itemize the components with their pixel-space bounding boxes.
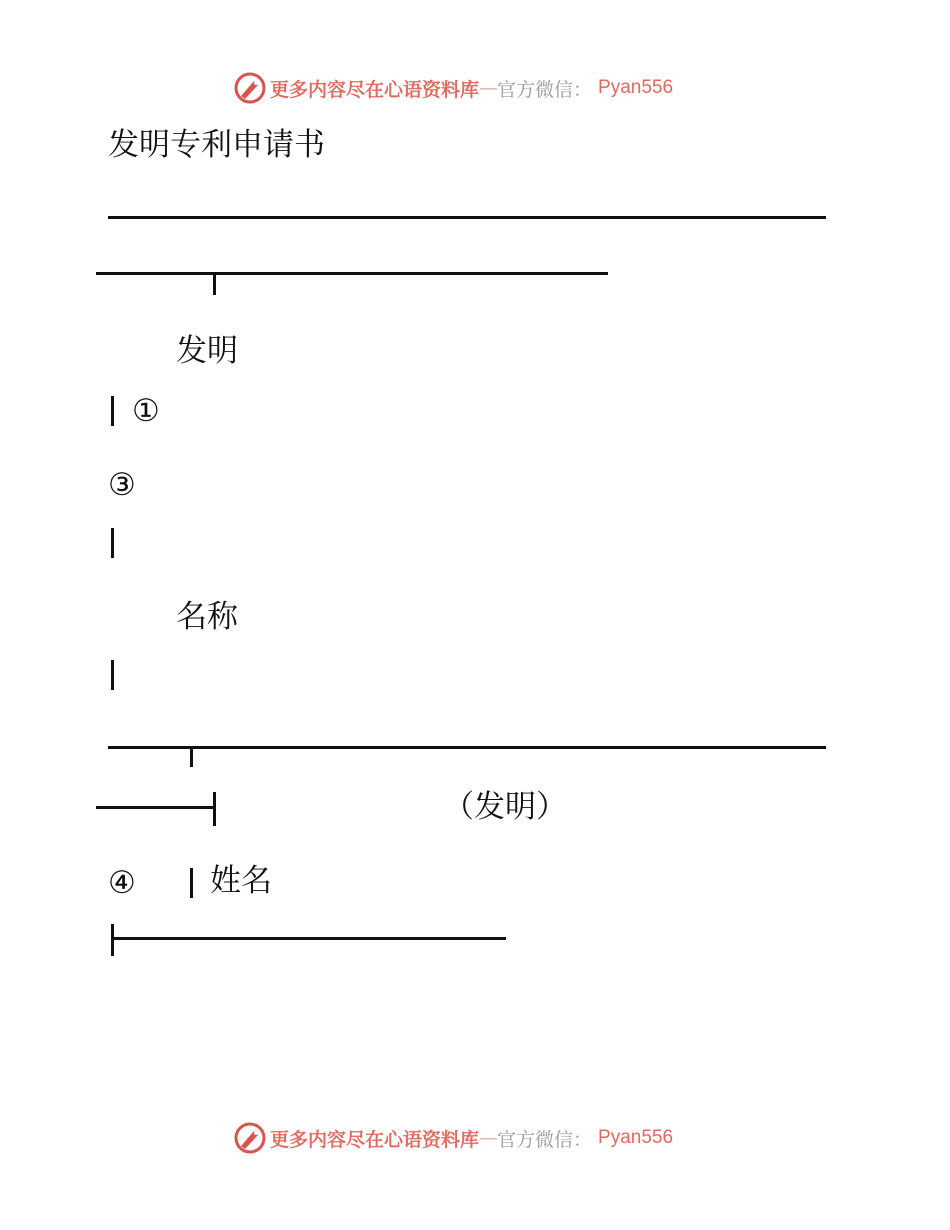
inventor-label: （发明）: [443, 789, 567, 825]
rule-2: [96, 272, 608, 275]
section-name: 名称: [176, 599, 238, 635]
rule-1: [108, 216, 826, 219]
cell-divider-2: [111, 528, 114, 558]
banner-main-text: 更多内容尽在心语资料库: [270, 1128, 480, 1151]
section-invention: 发明: [176, 333, 238, 369]
footer-banner: [234, 1122, 673, 1154]
cell-divider-3: [111, 660, 114, 690]
header-banner: [234, 72, 673, 104]
banner-sub-text: 官方微信：: [497, 78, 593, 101]
banner-wechat-id: Pyan556: [598, 77, 674, 98]
mark-3: ③: [108, 467, 136, 503]
rule-5-start: [111, 924, 114, 956]
mark-1: ①: [132, 393, 160, 429]
cell-divider-1: [111, 396, 114, 426]
rule-3: [108, 746, 826, 749]
banner-main-text: 更多内容尽在心语资料库: [270, 78, 480, 101]
pen-logo-icon: [234, 1122, 266, 1154]
rule-3-tick: [190, 749, 193, 767]
rule-2-tick: [213, 275, 216, 295]
name-label: 姓名: [210, 863, 272, 899]
pen-logo-icon: [234, 72, 266, 104]
rule-4: [96, 806, 216, 809]
cell-divider-4: [190, 868, 193, 898]
banner-wechat-id: Pyan556: [598, 1127, 674, 1148]
banner-dash: —: [479, 77, 498, 99]
mark-4: ④: [108, 865, 136, 901]
banner-dash: —: [479, 1127, 498, 1149]
rule-5: [111, 937, 506, 940]
document-title: 发明专利申请书: [108, 127, 325, 163]
rule-4-end: [213, 792, 216, 826]
banner-sub-text: 官方微信：: [497, 1128, 593, 1151]
